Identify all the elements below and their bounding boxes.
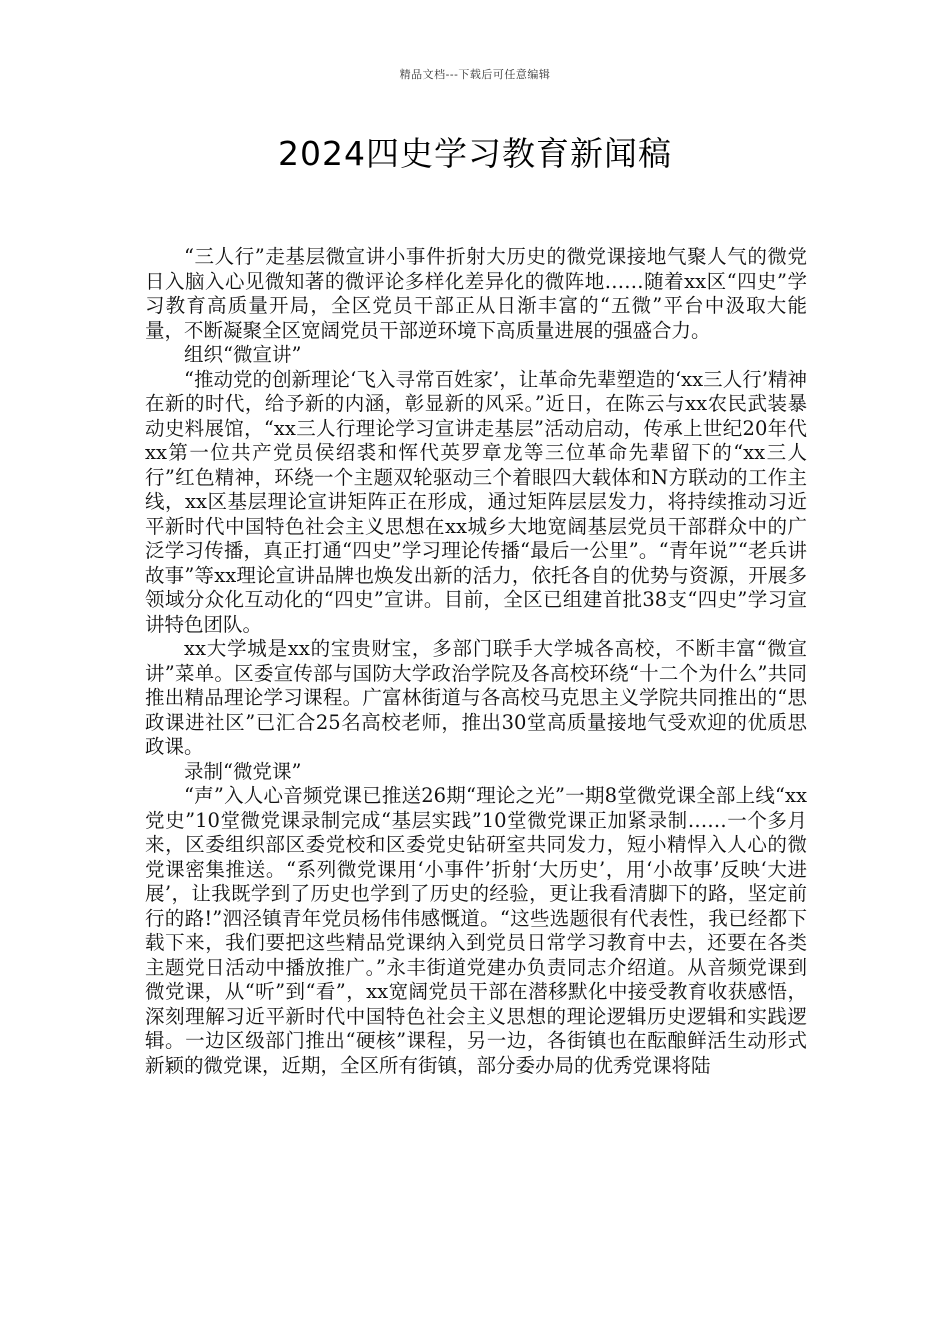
paragraph-party-class: “声”入人心音频党课已推送26期“理论之光”一期8堂微党课全部上线“xx党史”10堂微党课录制完成“基层实践”10堂微党课正加紧录制……一个多月来，区委组织部区委党校和区委党史钻研室共同发力，短小精悍入人心的微党课密集推送。“系列微党课用‘小事件’折射‘大历史’，用‘小故事’反映‘大进展’，让我既学到了历史也学到了历史的经验，更让我看清脚下的路，坚定前行的路!”泗泾镇青年党员杨伟伟感慨道。“这些选题很有代表性，我已经都下载下来，我们要把这些精品党课纳入到党员日常学习教育中去，还要在各类主题党日活动中播放推广。”永丰街道党建办负责同志介绍道。从音频党课到微党课，从“听”到“看”，xx宽阔党员干部在潜移默化中接受教育收获感悟，深刻理解习近平新时代中国特色社会主义思想的理论逻辑历史逻辑和实践逻辑。一边区级部门推出“硬核”课程，另一边，各街镇也在酝酿鲜活生动形式新颖的微党课，近期，全区所有街镇，部分委办局的优秀党课将陆 [145, 784, 807, 1077]
section-heading-micro-party-class: 录制“微党课” [184, 759, 302, 783]
document-title: 2024四史学习教育新闻稿 [278, 134, 672, 173]
document-body [145, 245, 807, 1078]
section-heading-micro-lecture: 组织“微宣讲” [184, 343, 302, 366]
page-header-note: 精品文档---下载后可任意编辑 [399, 68, 551, 81]
paragraph-lecture-launch: “推动党的创新理论‘飞入寻常百姓家’，让革命先辈塑造的‘xx三人行’精神在新的时代，给予新的内涵，彰显新的风采。”近日，在陈云与xx农民武装暴动史料展馆，“xx三人行理论学习宣讲走基层”活动启动，传承上世纪20年代xx第一位共产党员侯绍裘和恽代英罗章龙等三位革命先辈留下的“xx三人行”红色精神，环绕一个主题双轮驱动三个着眼四大载体和N方联动的工作主线，xx区基层理论宣讲矩阵正在形成，通过矩阵层层发力，将持续推动习近平新时代中国特色社会主义思想在xx城乡大地宽阔基层党员干部群众中的广泛学习传播，真正打通“四史”学习理论传播“最后一公里”。“青年说”“老兵讲故事”等xx理论宣讲品牌也焕发出新的活力，依托各自的优势与资源，开展多领域分众化互动化的“四史”宣讲。目前，全区已组建首批38支“四史”学习宣讲特色团队。 [145, 367, 807, 636]
paragraph-university-city: xx大学城是xx的宝贵财宝，多部门联手大学城各高校，不断丰富“微宣讲”菜单。区委宣传部与国防大学政治学院及各高校环绕“十二个为什么”共同推出精品理论学习课程。广富林街道与各高校马克思主义学院共同推出的“思政课进社区”已汇合25名高校老师，推出30堂高质量接地气受欢迎的优质思政课。 [145, 637, 807, 758]
paragraph-intro: “三人行”走基层微宣讲小事件折射大历史的微党课接地气聚人气的微党日入脑入心见微知著的微评论多样化差异化的微阵地……随着xx区“四史”学习教育高质量开局，全区党员干部正从日渐丰富的“五微”平台中汲取大能量，不断凝聚全区宽阔党员干部逆环境下高质量进展的强盛合力。 [145, 245, 807, 342]
